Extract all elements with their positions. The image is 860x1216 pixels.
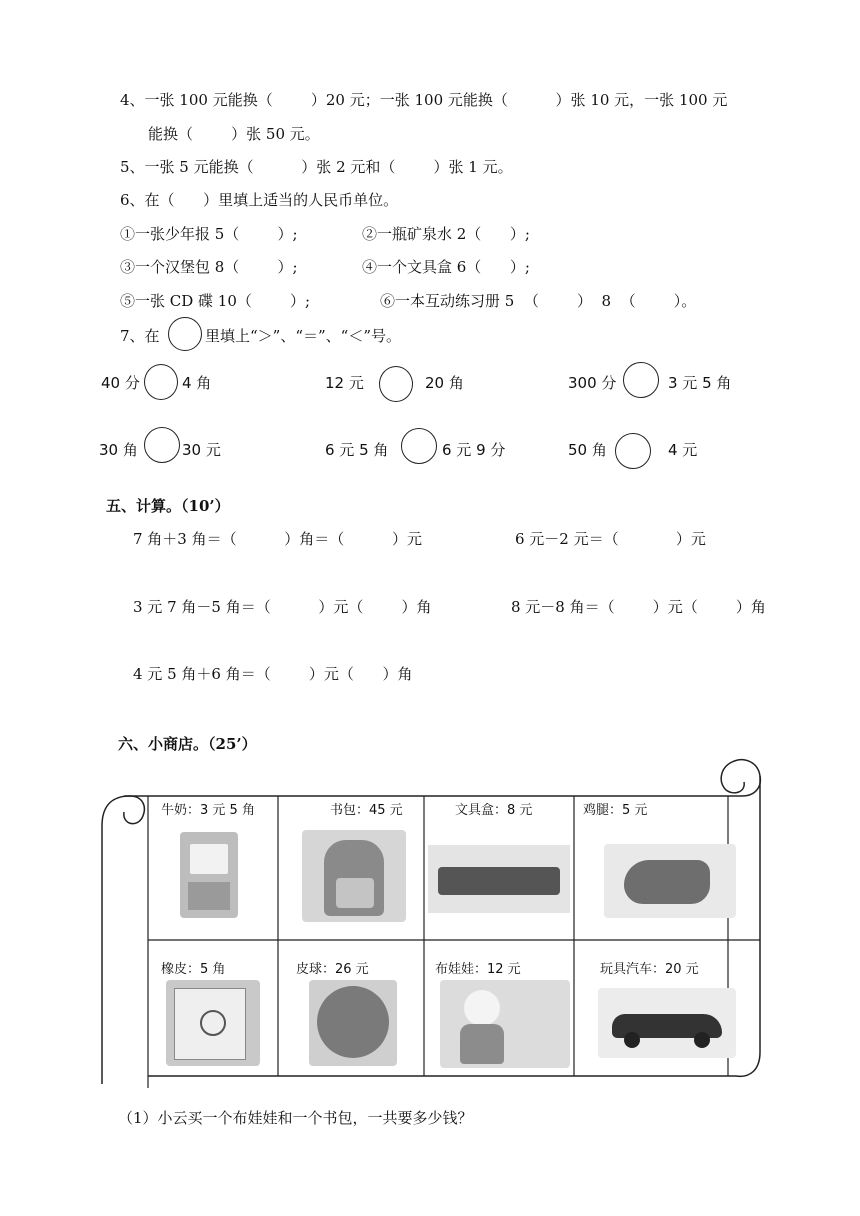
calc-expression-4: 8 元－8 角＝（ ）元（ ）角 [511, 598, 766, 616]
compare-circle[interactable] [144, 364, 178, 400]
doll-image [440, 980, 570, 1068]
q6-title: 6、在（ ）里填上适当的人民币单位。 [120, 191, 399, 209]
compare-circle[interactable] [615, 433, 651, 469]
calc-expression-2: 6 元－2 元＝（ ）元 [515, 530, 706, 548]
shop-item-label: 布娃娃：12 元 [435, 962, 521, 977]
compare-circle[interactable] [379, 366, 413, 402]
q4-line1: 4、一张 100 元能换（ ）20 元；一张 100 元能换（ ）张 10 元，一张 100 元 [120, 91, 728, 109]
calc-expression-1: 7 角＋3 角＝（ ）角＝（ ）元 [133, 530, 422, 548]
pencil-case-image [428, 845, 570, 913]
compare-left: 6 元 5 角 [325, 441, 389, 459]
q5-line: 5、一张 5 元能换（ ）张 2 元和（ ）张 1 元。 [120, 158, 513, 176]
q7-suffix: 里填上“＞”、“＝”、“＜”号。 [205, 327, 402, 345]
section6-title: 六、小商店。（25’） [118, 735, 257, 753]
compare-left: 50 角 [568, 441, 607, 459]
shop-item-label: 鸡腿：5 元 [583, 803, 648, 818]
calc-expression-5: 4 元 5 角＋6 角＝（ ）元（ ）角 [133, 665, 413, 683]
milk-carton-image [180, 832, 238, 918]
eraser-image [166, 980, 260, 1066]
q7-sample-circle [168, 317, 202, 351]
q6-row1-left: ①一张少年报 5（ ）; [120, 225, 298, 243]
compare-left: 40 分 [101, 374, 140, 392]
section6-question-1: （1）小云买一个布娃娃和一个书包，一共要多少钱？ [118, 1109, 473, 1127]
section5-title: 五、计算。（10’） [106, 497, 230, 515]
ball-image [309, 980, 397, 1066]
compare-right: 30 元 [182, 441, 221, 459]
q7-prefix: 7、在 [120, 327, 160, 345]
q6-row1-right: ②一瓶矿泉水 2（ ）; [362, 225, 530, 243]
shop-item-label: 文具盒：8 元 [455, 803, 533, 818]
shop-item-label: 皮球：26 元 [296, 962, 369, 977]
compare-circle[interactable] [623, 362, 659, 398]
q6-row2-left: ③一个汉堡包 8（ ）; [120, 258, 298, 276]
q6-row3-right: ⑥一本互动练习册 5 （ ） 8 （ ）。 [380, 292, 697, 310]
shop-item-label: 玩具汽车：20 元 [600, 962, 699, 977]
compare-right: 4 角 [182, 374, 212, 392]
compare-right: 20 角 [425, 374, 464, 392]
compare-right: 4 元 [668, 441, 698, 459]
chicken-leg-image [604, 844, 736, 918]
compare-left: 300 分 [568, 374, 617, 392]
q6-row3-left: ⑤一张 CD 碟 10（ ）; [120, 292, 311, 310]
calc-expression-3: 3 元 7 角－5 角＝（ ）元（ ）角 [133, 598, 432, 616]
compare-right: 3 元 5 角 [668, 374, 732, 392]
shop-item-label: 橡皮：5 角 [161, 962, 226, 977]
compare-right: 6 元 9 分 [442, 441, 506, 459]
compare-left: 12 元 [325, 374, 364, 392]
shop-item-label: 书包：45 元 [330, 803, 403, 818]
backpack-image [302, 830, 406, 922]
toy-car-image [598, 988, 736, 1058]
compare-left: 30 角 [99, 441, 138, 459]
compare-circle[interactable] [401, 428, 437, 464]
q6-row2-right: ④一个文具盒 6（ ）; [362, 258, 530, 276]
q4-line2: 能换（ ）张 50 元。 [148, 125, 320, 143]
compare-circle[interactable] [144, 427, 180, 463]
shop-item-label: 牛奶：3 元 5 角 [161, 803, 255, 818]
